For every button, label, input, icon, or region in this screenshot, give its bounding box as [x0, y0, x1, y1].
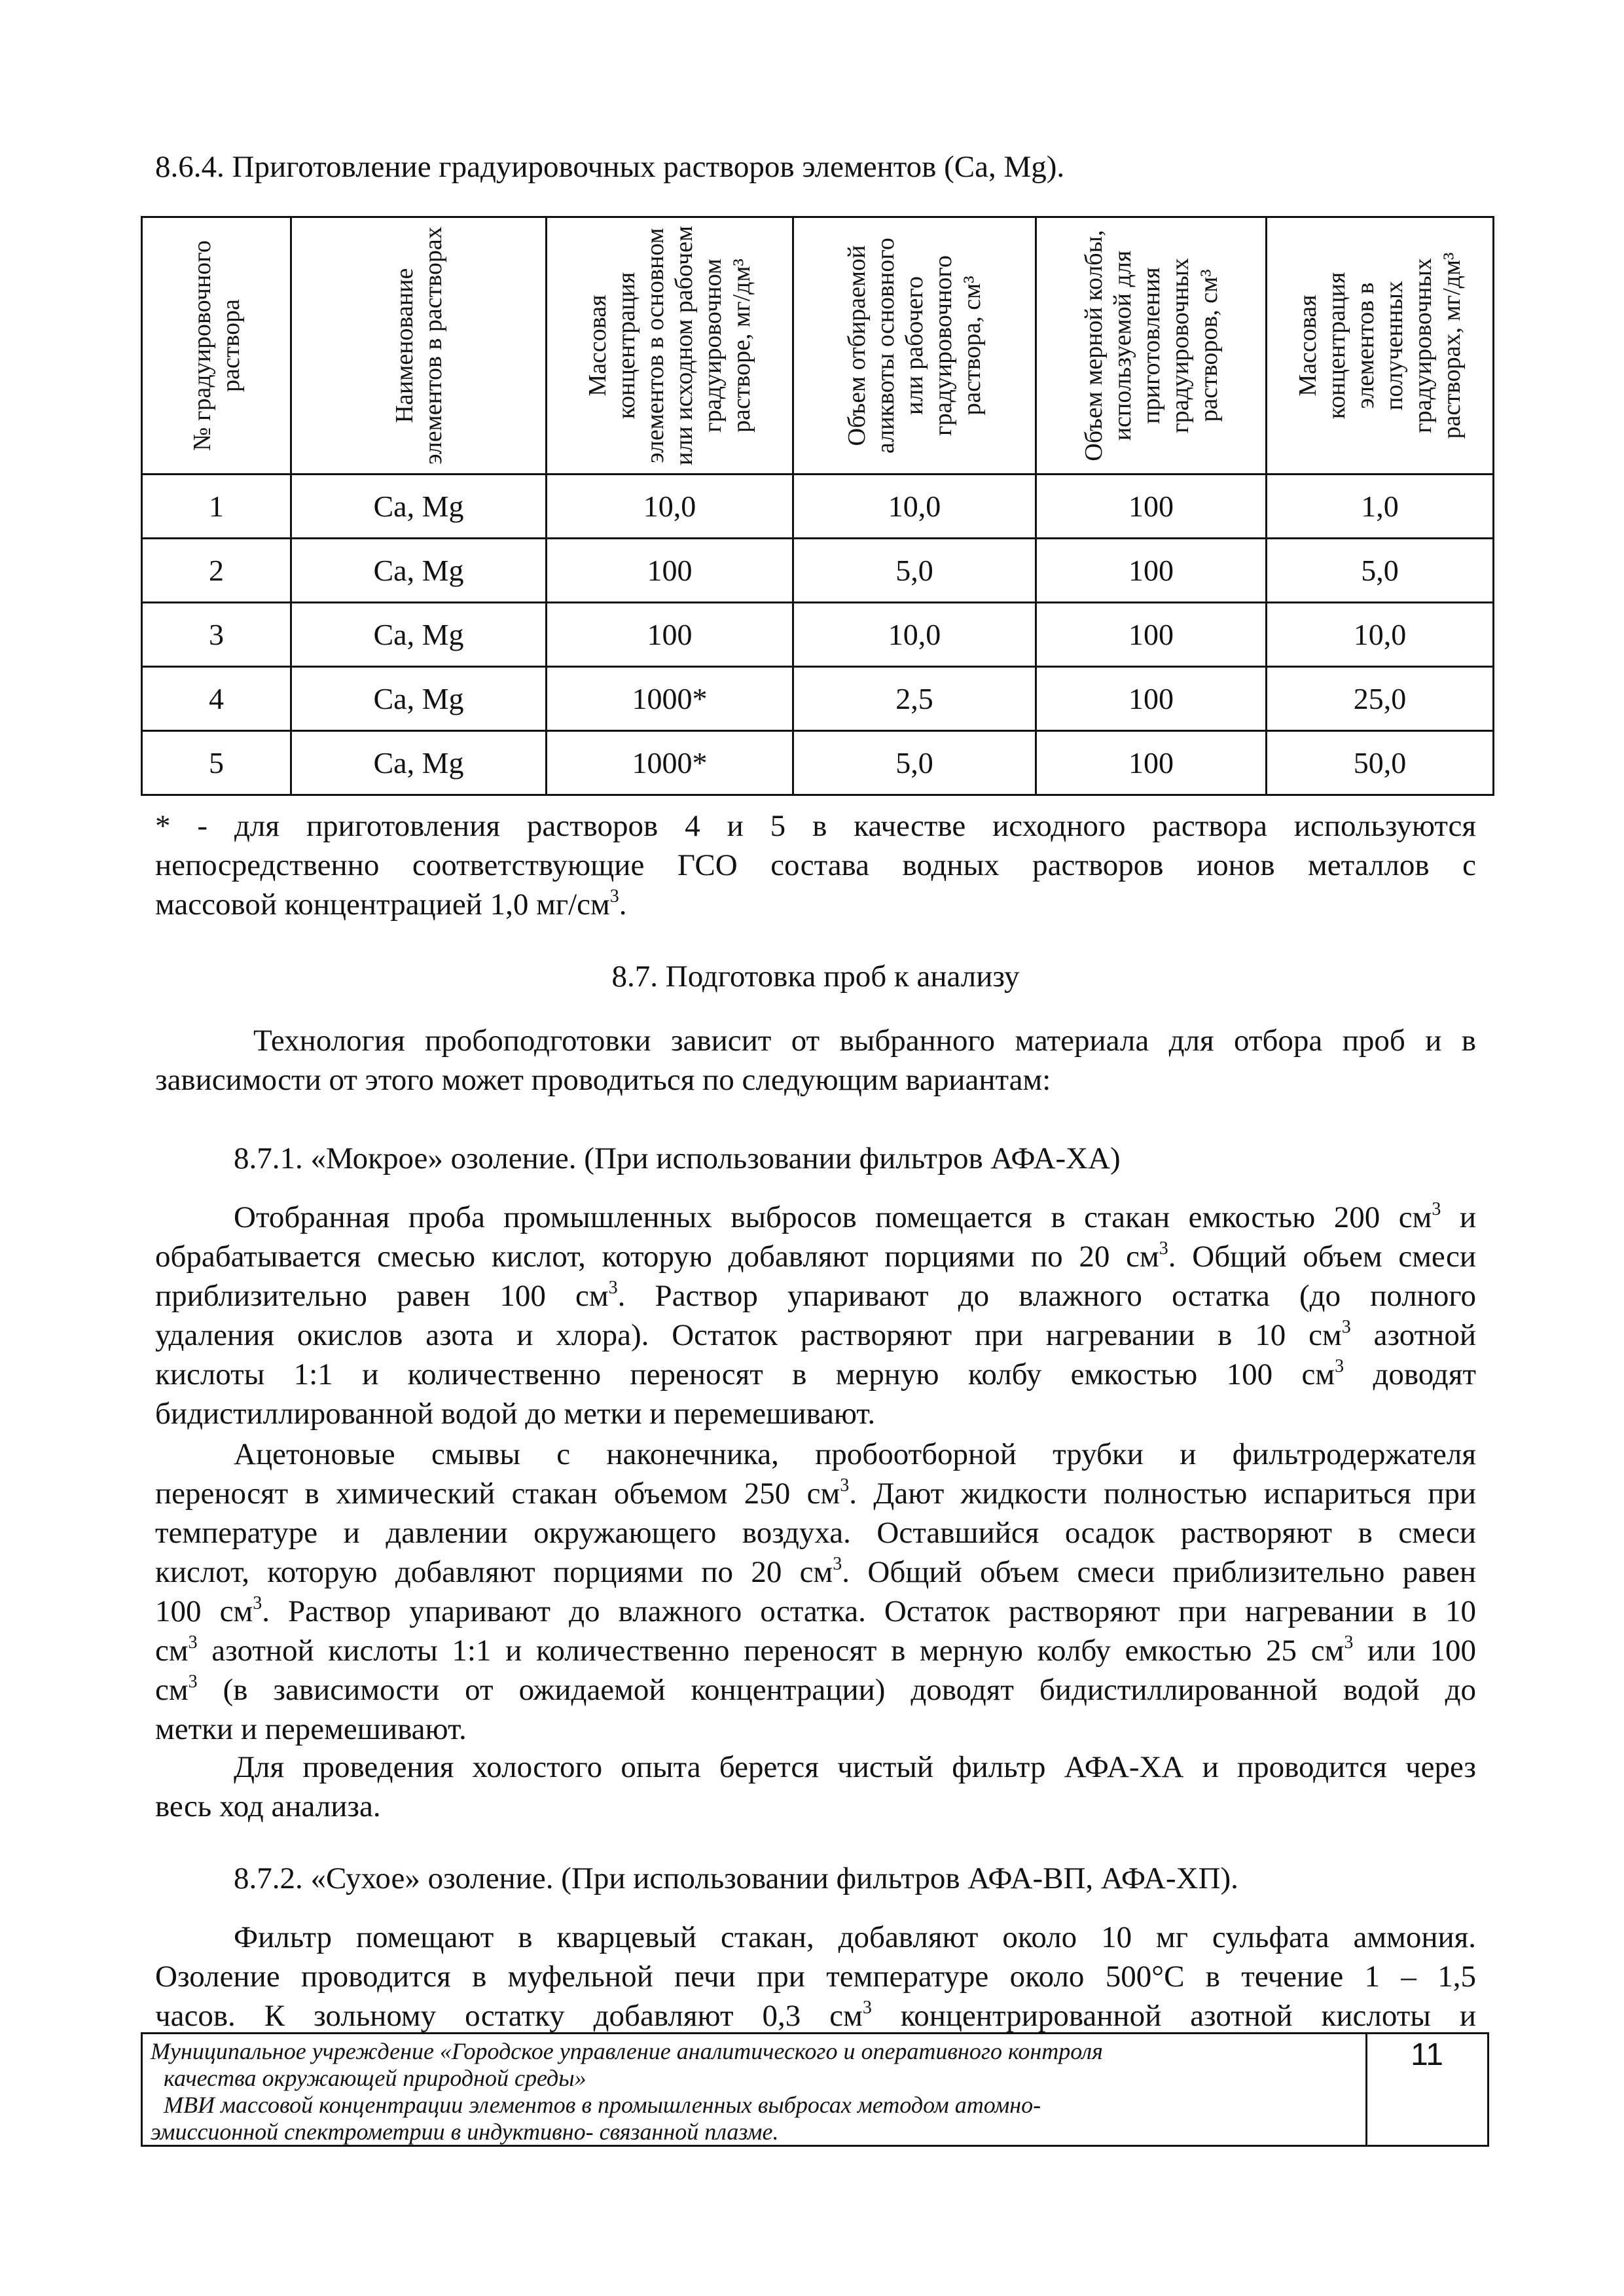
header-solution-number: № градуировочного раствора: [142, 217, 291, 475]
paragraph-line: кислоты 1:1 и количественно переносят в мерную колбу емкостью 100 $см^3$ доводят: [155, 1356, 1476, 1391]
footer-organization-line: Муниципальное учреждение «Городское управление аналитического и оперативного контроля: [151, 2038, 1103, 2064]
table-cell: 5,0: [793, 539, 1036, 603]
table-cell: 2,5: [793, 667, 1036, 731]
table-cell: 5: [142, 731, 291, 795]
table-cell: 10,0: [793, 603, 1036, 667]
intro-paragraph: [155, 1021, 1476, 1100]
paragraph-line: $см^3$ (в зависимости от ожидаемой концентрации) доводят бидистиллированной водой до: [155, 1672, 1476, 1707]
dry-ashing-paragraph: [155, 1918, 1476, 2036]
footer-method-line: МВИ массовой концентрации элементов в промышленных выбросах методом атомно-: [164, 2092, 1041, 2118]
footer-method-line: эмиссионной спектрометрии в индуктивно- связанной плазме.: [151, 2119, 779, 2145]
header-flask-volume: Объем мерной колбы, используемой для приготовления градуировочных растворов, см³: [1036, 217, 1267, 475]
table-cell: Ca, Mg: [291, 539, 547, 603]
header-element-names: Наименование элементов в растворах: [291, 217, 547, 475]
header-aliquot-volume: Объем отбираемой аликвоты основного или рабочего градуировочного раствора, см³: [793, 217, 1036, 475]
table-cell: 1000*: [547, 731, 793, 795]
table-row: [142, 731, 1494, 795]
table-row: [142, 539, 1494, 603]
table-cell: 3: [142, 603, 291, 667]
footnote-line: непосредственно соответствующие ГСО состава водных растворов ионов металлов с: [155, 848, 1476, 882]
table-row: [142, 603, 1494, 667]
paragraph-line: Озоление проводится в муфельной печи при температуре около 500°С в течение 1 – 1,5: [155, 1960, 1476, 1994]
table-cell: 100: [547, 603, 793, 667]
paragraph-line: $см^3$ азотной кислоты 1:1 и количественно переносят в мерную колбу емкостью 25 $см^3$ или 100: [155, 1632, 1476, 1668]
paragraph-line: Фильтр помещают в кварцевый стакан, добавляют около 10 мг сульфата аммония.: [234, 1920, 1476, 1954]
paragraph-line: Для проведения холостого опыта берется чистый фильтр АФА-ХА и проводится через: [234, 1750, 1476, 1784]
table-cell: 10,0: [1267, 603, 1494, 667]
table-row: [142, 667, 1494, 731]
table-cell: 4: [142, 667, 291, 731]
calibration-solutions-table: [141, 216, 1494, 796]
paragraph-line: метки и перемешивают.: [155, 1712, 467, 1746]
page-footer: [141, 2032, 1489, 2147]
footnote-line: * - для приготовления растворов 4 и 5 в качестве исходного раствора используются: [155, 809, 1476, 843]
table-cell: 1000*: [547, 667, 793, 731]
table-footnote: [155, 806, 1476, 924]
table-cell: 1,0: [1267, 475, 1494, 539]
paragraph-line: Технология пробоподготовки зависит от выбранного материала для отбора проб и в: [253, 1024, 1476, 1058]
table-cell: Ca, Mg: [291, 475, 547, 539]
header-stock-concentration: Массовая концентрация элементов в основном или исходном рабочем градуировочном растворе, мг/дм³: [547, 217, 793, 475]
table-cell: Ca, Mg: [291, 667, 547, 731]
table-cell: 100: [1036, 667, 1267, 731]
section-heading-8-7-1: 8.7.1. «Мокрое» озоление. (При использовании фильтров АФА-ХА): [234, 1141, 1121, 1175]
footer-text: [151, 2038, 1355, 2145]
wet-ashing-paragraph-1: [155, 1198, 1476, 1433]
table-cell: 100: [1036, 603, 1267, 667]
footnote-line: массовой концентрацией 1,0 $мг/см^3$.: [155, 886, 627, 922]
paragraph-line: часов. К зольному остатку добавляют 0,3 $см^3$ концентрированной азотной кислоты и: [155, 1998, 1476, 2033]
section-heading-8-7: 8.7. Подготовка проб к анализу: [611, 960, 1020, 994]
paragraph-line: обрабатывается смесью кислот, которую добавляют порциями по 20 $см^3$. Общий объем смеси: [155, 1238, 1476, 1274]
paragraph-line: Ацетоновые смывы с наконечника, пробоотборной трубки и фильтродержателя: [234, 1437, 1476, 1471]
table-cell: 5,0: [793, 731, 1036, 795]
table-cell: 10,0: [547, 475, 793, 539]
table-cell: 100: [1036, 475, 1267, 539]
paragraph-line: удаления окислов азота и хлора). Остаток растворяют при нагревании в 10 $см^3$ азотной: [155, 1317, 1476, 1352]
table-cell: 25,0: [1267, 667, 1494, 731]
table-cell: 50,0: [1267, 731, 1494, 795]
paragraph-line: весь ход анализа.: [155, 1789, 381, 1823]
paragraph-line: переносят в химический стакан объемом 250 $см^3$. Дают жидкости полностью испариться при: [155, 1475, 1477, 1511]
table-cell: 5,0: [1267, 539, 1494, 603]
header-result-concentration: Массовая концентрация элементов в полученных градуировочных растворах, мг/дм³: [1267, 217, 1494, 475]
footer-organization-line: качества окружающей природной среды»: [164, 2065, 586, 2091]
paragraph-line: приблизительно равен 100 $см^3$. Раствор упаривают до влажного остатка (до полного: [155, 1278, 1476, 1313]
table-cell: 100: [1036, 539, 1267, 603]
table-row: [142, 475, 1494, 539]
table-cell: Ca, Mg: [291, 731, 547, 795]
table-header-row: [142, 217, 1494, 475]
table-cell: 1: [142, 475, 291, 539]
paragraph-line: температуре и давлении окружающего воздуха. Оставшийся осадок растворяют в смеси: [155, 1516, 1476, 1550]
blank-test-paragraph: [155, 1748, 1476, 1826]
table-cell: 10,0: [793, 475, 1036, 539]
wet-ashing-paragraph-2: [155, 1435, 1476, 1749]
page-number: 11: [1411, 2037, 1443, 2072]
paragraph-line: Отобранная проба промышленных выбросов помещается в стакан емкостью 200 $см^3$ и: [234, 1199, 1476, 1234]
paragraph-line: бидистиллированной водой до метки и перемешивают.: [155, 1397, 876, 1431]
table-cell: 100: [547, 539, 793, 603]
paragraph-line: 100 $см^3$. Раствор упаривают до влажного остатка. Остаток растворяют при нагревании в 10: [155, 1593, 1476, 1628]
paragraph-line: кислот, которую добавляют порциями по 20 $см^3$. Общий объем смеси приблизительно равен: [155, 1554, 1476, 1589]
table-cell: 2: [142, 539, 291, 603]
paragraph-line: зависимости от этого может проводиться по следующим вариантам:: [155, 1063, 1051, 1097]
section-heading-8-6-4: 8.6.4. Приготовление градуировочных растворов элементов (Ca, Mg).: [155, 150, 1065, 184]
table-cell: Ca, Mg: [291, 603, 547, 667]
table-cell: 100: [1036, 731, 1267, 795]
section-heading-8-7-2: 8.7.2. «Сухое» озоление. (При использовании фильтров АФА-ВП, АФА-ХП).: [234, 1861, 1238, 1895]
